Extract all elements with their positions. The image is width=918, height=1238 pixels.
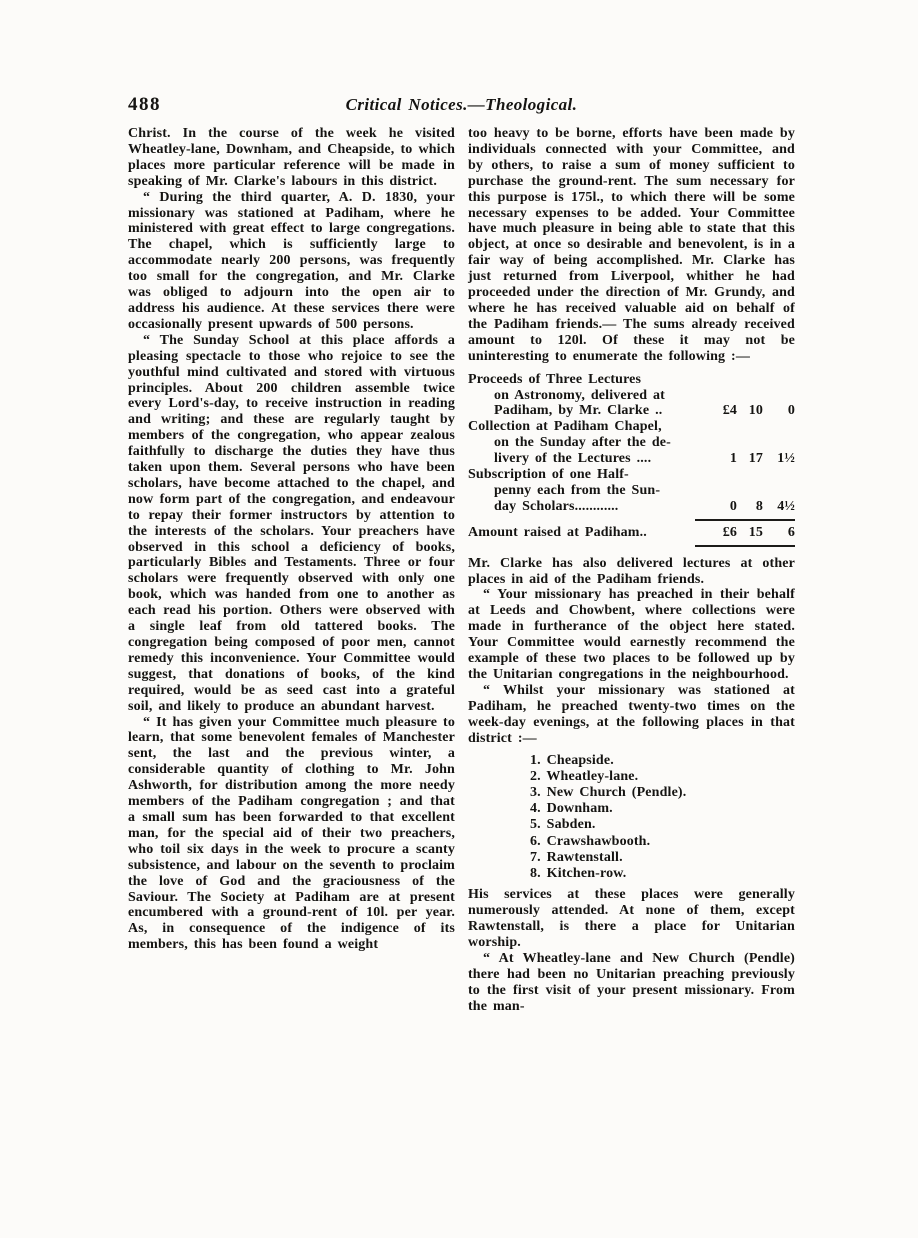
account-entry: [468, 467, 795, 515]
list-item: 6. Crawshawbooth.: [530, 833, 651, 849]
ledger-rule: [695, 545, 795, 547]
page-header: [128, 94, 795, 120]
list-item: 2. Wheatley-lane.: [530, 768, 639, 784]
paragraph: His services at these places were generally numerously attended. At none of them, except Rawtenstall, is there a place for Unitarian worship.: [468, 887, 795, 950]
list-item: 1. Cheapside.: [530, 752, 614, 768]
account-text-line: livery of the Lectures ....: [494, 451, 652, 467]
shillings-value: 15: [748, 524, 763, 540]
paragraph: “ During the third quarter, A. D. 1830, your missionary was stationed at Padiham, where he ministered with great effect to large congregations. The chapel, which is sufficiently large to accommodate nearly 200 persons, was frequently too small for the congregation, and Mr. Clarke was obliged to adjourn into the open air to address his audience. At these services there were occasionally present upwards of 500 persons.: [128, 189, 455, 332]
paragraph: “ At Wheatley-lane and New Church (Pendle) there had been no Unitarian preaching previously to the first visit of your present missionary. From the man-: [468, 950, 795, 1014]
list-item: 7. Rawtenstall.: [530, 849, 623, 865]
pounds-value: 0: [729, 498, 737, 514]
account-text-line: Subscription of one Half-: [468, 467, 629, 483]
account-text-line: Proceeds of Three Lectures: [468, 371, 642, 387]
account-total-row: [468, 525, 795, 541]
account-text-line: on Astronomy, delivered at: [494, 387, 665, 403]
paragraph: Christ. In the course of the week he visited Wheatley-lane, Downham, and Cheapside, to which places more particular reference will be made in speaking of Mr. Clarke's labours in this district.: [128, 126, 455, 189]
account-entry: [468, 372, 795, 420]
two-column-text-block: [128, 126, 795, 1014]
page-number: 488: [128, 94, 161, 115]
right-column: [468, 126, 795, 1014]
pounds-value: £4: [722, 403, 737, 419]
left-column: [128, 126, 455, 1014]
account-total-label: Amount raised at Padiham..: [468, 524, 647, 540]
account-entry-amount: [701, 499, 795, 515]
preaching-places-list: [468, 753, 795, 883]
running-title: Critical Notices.—Theological.: [345, 95, 578, 114]
pence-value: 4½: [777, 498, 795, 514]
account-entry: [468, 419, 795, 467]
list-item: 8. Kitchen-row.: [530, 865, 627, 881]
list-item: 3. New Church (Pendle).: [530, 784, 687, 800]
account-text-line: Padiham, by Mr. Clarke ..: [494, 403, 663, 419]
account-total-amount: [701, 525, 795, 541]
paragraph: “ It has given your Committee much pleasure to learn, that some benevolent females of Manchester sent, the last and the previous winter, a considerable quantity of clothing to Mr. John Ashworth, for distribution among the more needy members of the Padiham congregation ; and that a small sum has been forwarded to that excellent man, for the special aid of their two preachers, who toil six days in the week to procure a scanty subsistence, and labour on the seventh to proclaim the love of God and the graciousness of the Saviour. The Society at Padiham are at present encumbered with a ground-rent of 10l. per year. As, in consequence of the indigence of its members, this has been found a weight: [128, 714, 455, 953]
paragraph: “ The Sunday School at this place affords a pleasing spectacle to those who rejoice to see the youthful mind cultivated and stored with virtuous principles. About 200 children assemble twice every Lord's-day, to receive instruction in reading and writing; and these are regularly taught by members of the congregation, who appear zealous faithfully to discharge the duties they have thus taken upon them. Several persons who have been scholars, have become attached to the chapel, and now form part of the congregation, and endeavour to repay their former instructors by attention to the interests of the scholars. Your preachers have observed in this school a deficiency of books, particularly Bibles and Testaments. Three or four scholars were frequently observed with only one book, which was handed from one to another as each read his portion. Others were observed with a single leaf from old tattered books. The congregation being composed of poor men, cannot remedy this inconvenience. Your Committee would suggest, that donations of books, of the kind required, would be as seed cast into a grateful soil, and likely to produce an abundant harvest.: [128, 332, 455, 714]
shillings-value: 8: [755, 498, 763, 514]
paragraph: “ Whilst your missionary was stationed at Padiham, he preached twenty-two times on the week-day evenings, at the following places in that district :—: [468, 682, 795, 746]
account-entry-amount: [701, 403, 795, 419]
shillings-value: 10: [748, 403, 763, 419]
account-text-line: on the Sunday after the de-: [494, 435, 671, 451]
account-text-line: day Scholars............: [494, 498, 619, 514]
paragraph: too heavy to be borne, efforts have been made by individuals connected with your Committee, and by others, to raise a sum of money sufficient to purchase the ground-rent. The sum necessary for this purpose is 175l., to which there will be some necessary expenses to be added. Your Committee have much pleasure in being able to state that this object, at once so desirable and benevolent, is in a fair way of being accomplished. Mr. Clarke has just returned from Liverpool, whither he had proceeded under the direction of Mr. Grundy, and where he has received valuable aid on behalf of the Padiham friends.— The sums already received amount to 120l. Of these it may not be uninteresting to enumerate the following :—: [468, 126, 795, 364]
pence-value: 1½: [777, 451, 795, 467]
pounds-value: £6: [722, 524, 737, 540]
account-entry-amount: [701, 451, 795, 467]
pence-value: 0: [787, 403, 795, 419]
paragraph: “ Your missionary has preached in their behalf at Leeds and Chowbent, where collections were made in furtherance of the object here stated. Your Committee would earnestly recommend the example of these two places to be followed up by the Unitarian congregations in the neighbourhood.: [468, 587, 795, 682]
pounds-value: 1: [729, 451, 737, 467]
pence-value: 6: [787, 524, 795, 540]
list-item: 4. Downham.: [530, 801, 613, 817]
account-table: [468, 372, 795, 547]
ledger-rule: [695, 519, 795, 521]
shillings-value: 17: [748, 451, 763, 467]
account-text-line: penny each from the Sun-: [494, 482, 661, 498]
list-item: 5. Sabden.: [530, 817, 596, 833]
account-text-line: Collection at Padiham Chapel,: [468, 419, 662, 435]
paragraph: Mr. Clarke has also delivered lectures at other places in aid of the Padiham friends.: [468, 555, 795, 587]
